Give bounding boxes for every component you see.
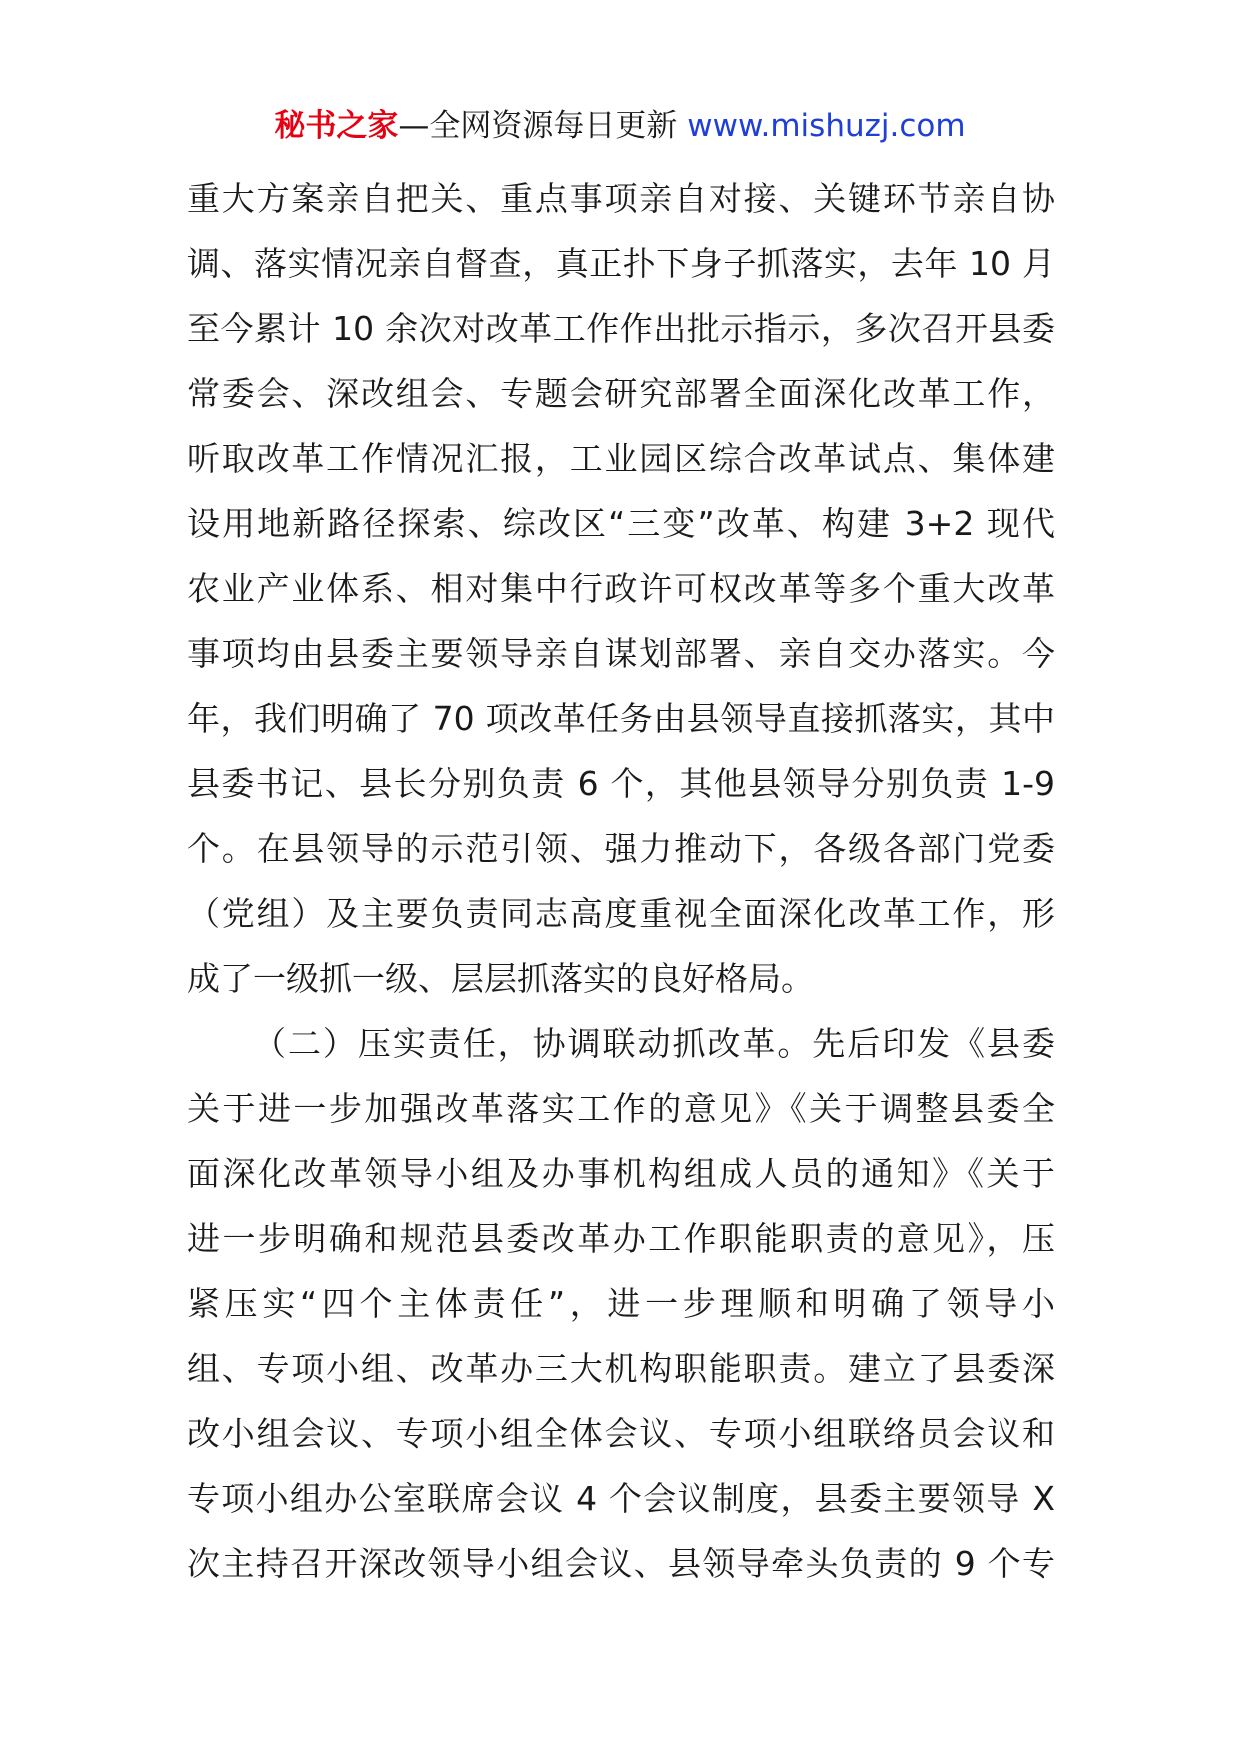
site-brand: 秘书之家: [274, 108, 399, 144]
text-line: 县委书记、县长分别负责 6 个，其他县领导分别负责 1-9: [187, 764, 1055, 803]
text-line: 专项小组办公室联席会议 4 个会议制度，县委主要领导 X: [187, 1479, 1055, 1518]
text-line: 听取改革工作情况汇报，工业园区综合改革试点、集体建: [187, 439, 1055, 478]
text-line: 设用地新路径探索、综改区“三变”改革、构建 3+2 现代: [187, 504, 1055, 543]
text-line: 组、专项小组、改革办三大机构职能职责。建立了县委深: [187, 1349, 1055, 1388]
site-tagline: —全网资源每日更新: [398, 108, 688, 144]
text-line: 个。在县领导的示范引领、强力推动下，各级各部门党委: [187, 829, 1055, 868]
text-line: （二）压实责任，协调联动抓改革。先后印发《县委: [253, 1024, 1055, 1063]
text-line: 成了一级抓一级、层层抓落实的良好格局。: [187, 959, 814, 998]
site-header: [0, 104, 1240, 148]
text-line: 关于进一步加强改革落实工作的意见》《关于调整县委全: [187, 1089, 1055, 1128]
text-line: （党组）及主要负责同志高度重视全面深化改革工作，形: [187, 894, 1055, 933]
text-line: 改小组会议、专项小组全体会议、专项小组联络员会议和: [187, 1414, 1055, 1453]
text-line: 重大方案亲自把关、重点事项亲自对接、关键环节亲自协: [187, 179, 1055, 218]
text-line: 紧压实“四个主体责任”，进一步理顺和明确了领导小: [187, 1284, 1055, 1323]
text-line: 至今累计 10 余次对改革工作作出批示指示，多次召开县委: [187, 309, 1055, 348]
text-line: 调、落实情况亲自督查，真正扑下身子抓落实，去年 10 月: [187, 244, 1055, 283]
text-line: 进一步明确和规范县委改革办工作职能职责的意见》，压: [187, 1219, 1055, 1258]
text-line: 年，我们明确了 70 项改革任务由县领导直接抓落实，其中: [187, 699, 1055, 738]
text-line: 农业产业体系、相对集中行政许可权改革等多个重大改革: [187, 569, 1055, 608]
text-line: 面深化改革领导小组及办事机构组成人员的通知》《关于: [187, 1154, 1055, 1193]
text-line: 常委会、深改组会、专题会研究部署全面深化改革工作，: [187, 374, 1055, 413]
text-line: 事项均由县委主要领导亲自谋划部署、亲自交办落实。今: [187, 634, 1055, 673]
site-url-link[interactable]: www.mishuzj.com: [687, 108, 966, 144]
text-line: 次主持召开深改领导小组会议、县领导牵头负责的 9 个专: [187, 1544, 1055, 1583]
document-body: [187, 166, 1055, 1596]
